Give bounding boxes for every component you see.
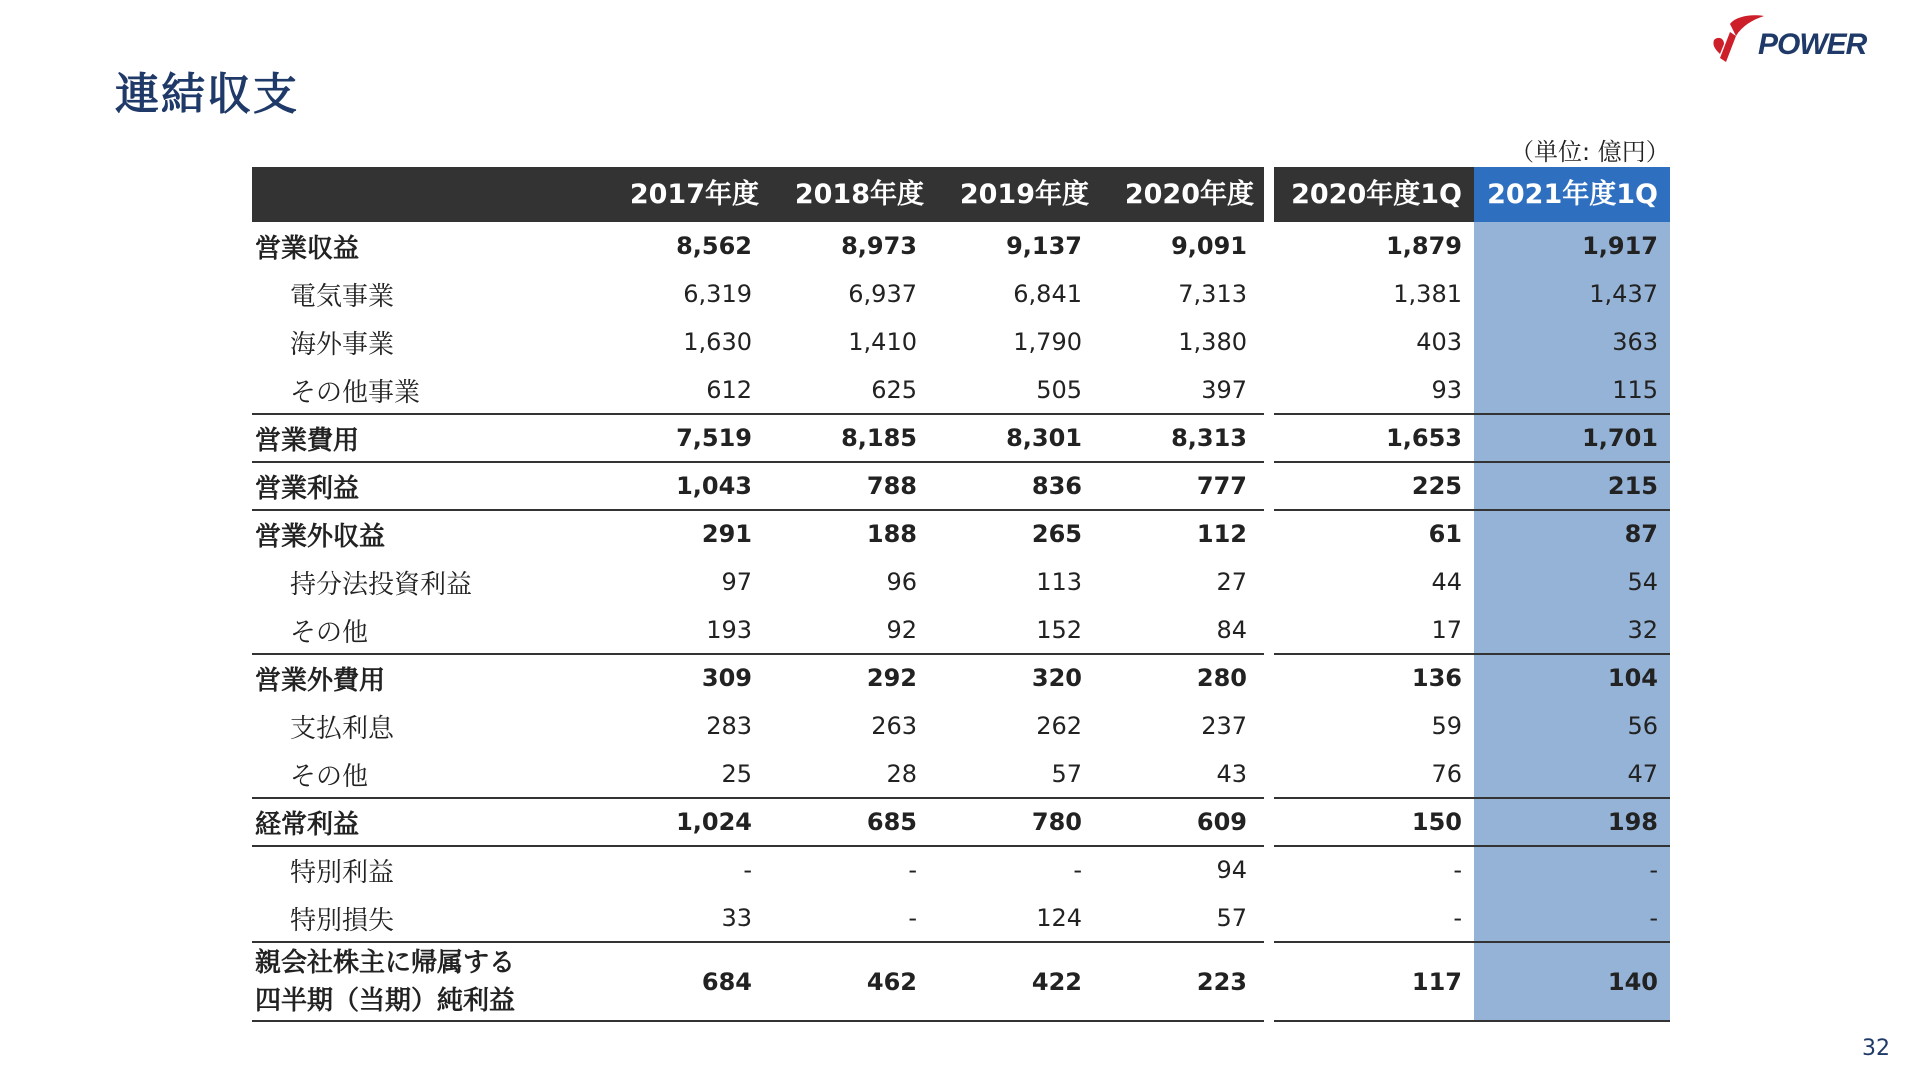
table-cell: -	[1453, 856, 1462, 884]
table-cell: 6,841	[1013, 280, 1082, 308]
table-cell: 6,937	[848, 280, 917, 308]
table-cell: 6,319	[683, 280, 752, 308]
table-row	[252, 750, 1670, 798]
table-cell: 97	[721, 568, 752, 596]
table-cell: 1,381	[1393, 280, 1462, 308]
table-cell: 7,519	[676, 424, 752, 452]
table-cell: -	[1649, 904, 1658, 932]
table-cell: 403	[1416, 328, 1462, 356]
table-cell: 292	[866, 664, 917, 692]
table-cell: 262	[1036, 712, 1082, 740]
table-cell: -	[743, 856, 752, 884]
row-label-line2: 四半期（当期）純利益	[255, 986, 516, 1016]
table-cell: 43	[1216, 760, 1247, 788]
header-2019: 2019年度	[959, 179, 1089, 210]
table-cell: -	[1453, 904, 1462, 932]
table-cell: 1,917	[1582, 232, 1658, 260]
table-cell: -	[1649, 856, 1658, 884]
row-label: 営業外収益	[255, 521, 386, 552]
page-title: 連結収支	[115, 69, 299, 120]
unit-label: （単位: 億円）	[1510, 138, 1670, 166]
table-cell: 1,380	[1178, 328, 1247, 356]
table-cell: 136	[1411, 664, 1462, 692]
table-cell: 150	[1411, 808, 1462, 836]
table-cell: 84	[1216, 616, 1247, 644]
table-cell: 59	[1431, 712, 1462, 740]
table-cell: 124	[1036, 904, 1082, 932]
table-cell: -	[908, 904, 917, 932]
table-cell: 92	[886, 616, 917, 644]
table-cell: 265	[1031, 520, 1082, 548]
table-cell: 76	[1431, 760, 1462, 788]
table-cell: 44	[1431, 568, 1462, 596]
table-cell: 309	[701, 664, 752, 692]
table-cell: 1,653	[1386, 424, 1462, 452]
row-label: 特別利益	[290, 857, 395, 888]
table-cell: 9,137	[1006, 232, 1082, 260]
table-cell: 397	[1201, 376, 1247, 404]
table-header-row	[252, 167, 1670, 222]
table-cell: 1,410	[848, 328, 917, 356]
table-cell: 1,024	[676, 808, 752, 836]
table-cell: 115	[1612, 376, 1658, 404]
table-row	[252, 798, 1670, 846]
table-cell: 8,313	[1171, 424, 1247, 452]
header-2017: 2017年度	[629, 179, 759, 210]
table-cell: 8,562	[676, 232, 752, 260]
row-label-line1: 親会社株主に帰属する	[255, 948, 516, 978]
row-label: その他	[290, 761, 369, 792]
table-cell: 625	[871, 376, 917, 404]
table-row	[252, 942, 1670, 1022]
table-cell: 8,301	[1006, 424, 1082, 452]
table-cell: 54	[1627, 568, 1658, 596]
table-cell: 215	[1607, 472, 1658, 500]
table-row	[252, 894, 1670, 942]
table-cell: 93	[1431, 376, 1462, 404]
table-cell: 57	[1216, 904, 1247, 932]
table-cell: 1,437	[1589, 280, 1658, 308]
table-cell: 140	[1607, 968, 1658, 996]
table-cell: 152	[1036, 616, 1082, 644]
table-cell: 17	[1431, 616, 1462, 644]
table-row	[252, 414, 1670, 462]
table-cell: 291	[701, 520, 752, 548]
table-cell: 9,091	[1171, 232, 1247, 260]
table-cell: 1,790	[1013, 328, 1082, 356]
row-label: 営業収益	[255, 233, 360, 264]
table-cell: 283	[706, 712, 752, 740]
table-cell: 225	[1411, 472, 1462, 500]
row-label: その他事業	[290, 377, 421, 408]
table-row	[252, 606, 1670, 654]
page-number: 32	[1862, 1036, 1890, 1061]
table-cell: 57	[1051, 760, 1082, 788]
table-cell: 94	[1216, 856, 1247, 884]
table-cell: 684	[701, 968, 752, 996]
table-cell: 27	[1216, 568, 1247, 596]
row-label: 営業利益	[255, 473, 360, 504]
row-label: 営業外費用	[255, 665, 386, 696]
table-cell: 8,185	[841, 424, 917, 452]
table-cell: 25	[721, 760, 752, 788]
table-cell: 505	[1036, 376, 1082, 404]
table-cell: 780	[1031, 808, 1082, 836]
table-cell: 7,313	[1178, 280, 1247, 308]
table-cell: -	[1073, 856, 1082, 884]
header-2021-1q: 2021年度1Q	[1474, 167, 1670, 222]
table-cell: 612	[706, 376, 752, 404]
table-cell: 320	[1031, 664, 1082, 692]
table-cell: 104	[1607, 664, 1658, 692]
table-cell: 237	[1201, 712, 1247, 740]
table-cell: 47	[1627, 760, 1658, 788]
table-cell: 422	[1031, 968, 1082, 996]
row-label: 営業費用	[255, 425, 360, 456]
table-row	[252, 558, 1670, 606]
table-cell: 8,973	[841, 232, 917, 260]
header-2020-1q: 2020年度1Q	[1291, 179, 1462, 210]
table-cell: 363	[1612, 328, 1658, 356]
table-cell: 836	[1031, 472, 1082, 500]
table-cell: 223	[1196, 968, 1247, 996]
table-row	[252, 654, 1670, 702]
table-cell: 56	[1627, 712, 1658, 740]
table-row	[252, 270, 1670, 318]
table-cell: 263	[871, 712, 917, 740]
row-label: 電気事業	[290, 281, 395, 312]
table-cell: 33	[721, 904, 752, 932]
table-cell: 777	[1196, 472, 1247, 500]
row-label: 経常利益	[255, 809, 360, 840]
table-row	[252, 318, 1670, 366]
table-cell: 198	[1607, 808, 1658, 836]
table-cell: 280	[1196, 664, 1247, 692]
table-cell: 788	[866, 472, 917, 500]
header-2020: 2020年度	[1124, 179, 1254, 210]
table-cell: 28	[886, 760, 917, 788]
row-label: その他	[290, 617, 369, 648]
table-cell: 117	[1411, 968, 1462, 996]
row-label: 特別損失	[290, 905, 395, 936]
table-cell: -	[908, 856, 917, 884]
table-row	[252, 510, 1670, 558]
header-2018: 2018年度	[794, 179, 924, 210]
table-cell: 609	[1196, 808, 1247, 836]
table-cell: 685	[866, 808, 917, 836]
financial-table	[252, 167, 1670, 1022]
row-label: 支払利息	[290, 713, 395, 744]
row-label: 持分法投資利益	[290, 569, 473, 600]
table-body	[252, 222, 1670, 1022]
table-cell: 1,701	[1582, 424, 1658, 452]
table-cell: 61	[1428, 520, 1462, 548]
table-cell: 32	[1627, 616, 1658, 644]
table-row	[252, 702, 1670, 750]
table-cell: 193	[706, 616, 752, 644]
table-cell: 1,630	[683, 328, 752, 356]
table-row	[252, 846, 1670, 894]
table-cell: 112	[1196, 520, 1247, 548]
table-cell: 1,879	[1386, 232, 1462, 260]
table-row	[252, 366, 1670, 414]
table-cell: 96	[886, 568, 917, 596]
table-cell: 113	[1036, 568, 1082, 596]
row-label: 海外事業	[290, 329, 395, 360]
table-cell: 1,043	[676, 472, 752, 500]
table-cell: 87	[1624, 520, 1658, 548]
table-cell: 462	[866, 968, 917, 996]
table-row	[252, 462, 1670, 510]
table-cell: 188	[866, 520, 917, 548]
logo-text: POWER	[1758, 28, 1867, 61]
table-row	[252, 222, 1670, 270]
company-logo	[1708, 10, 1888, 70]
